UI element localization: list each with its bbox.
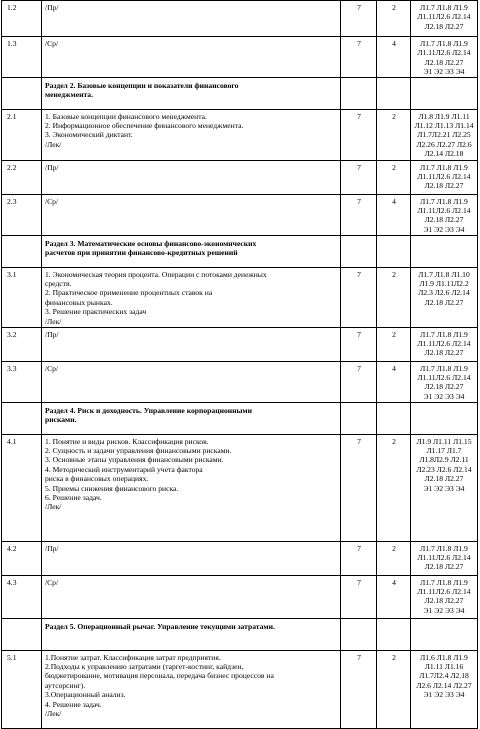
topic-line: 1.Понятие затрат. Классификация затрат предприятия. (45, 652, 221, 662)
topic-line: /Пр/ (45, 162, 59, 172)
section-title-line: Раздел 4. Риск и доходность. Управление корпорационными (45, 405, 252, 415)
literature-cell (411, 434, 478, 541)
section-title (42, 235, 341, 267)
section-competence-cell (377, 235, 411, 267)
literature-line: Л2.18 Л2.27 (424, 21, 464, 31)
lesson-topic (42, 327, 341, 361)
section-hours-cell (341, 402, 377, 434)
table-row (2, 650, 478, 728)
hours-cell: 2 (377, 109, 411, 160)
literature-line: Л2.23 Л2.6 Л2.14 (416, 464, 472, 474)
topic-line: аутсорсинг). (45, 680, 86, 690)
lesson-topic (42, 1, 341, 37)
literature-line: Э1 Э2 Э3 Э4 (423, 224, 465, 234)
lesson-number: 1.3 (2, 37, 42, 78)
section-num-cell (2, 77, 42, 109)
lesson-topic (42, 361, 341, 402)
topic-line: /Ср/ (45, 39, 59, 48)
literature-cell (411, 1, 478, 37)
topic-line: 2. Информационное обеспечение финансового менеджмента. (45, 121, 244, 131)
section-title-line: Раздел 2. Базовые концепции и показатели финансового (45, 80, 239, 90)
literature-line: Л2.18 Л2.27 (424, 181, 464, 191)
table-row (2, 575, 478, 618)
topic-line: 2.Подходы к управлению затратами (таргет-костинг, кайдзен, (45, 662, 244, 672)
topic-line: 1. Экономическая теория процента. Операции с потоками денежных (45, 269, 267, 279)
literature-line: Л2.18 Л2.27 (424, 382, 464, 392)
table-row (2, 1, 478, 37)
literature-cell (411, 327, 478, 361)
semester-cell: 7 (341, 160, 377, 194)
literature-line: Л2.6 Л2.14 Л2.27 (416, 680, 472, 690)
section-title-line: Раздел 5. Операционный рычаг. Управление текущими затратами. (45, 621, 275, 631)
table-row (2, 361, 478, 402)
section-title-line: рисками. (45, 415, 77, 425)
literature-cell (411, 160, 478, 194)
topic-line: /Ср/ (45, 196, 59, 206)
literature-cell (411, 37, 478, 78)
lesson-topic (42, 37, 341, 78)
section-row (2, 402, 478, 434)
literature-line: Л1.7 Л1.8 Л1.9 (420, 196, 468, 206)
literature-line: Л2.3 Л2.6 Л2.14 (418, 288, 470, 298)
literature-line: Л1.11Л2.6 Л2.14 (417, 206, 471, 216)
semester-cell: 7 (341, 541, 377, 575)
literature-line: Л2.18 Л2.27 (424, 297, 464, 307)
topic-line: риска в финансовых операциях. (45, 474, 149, 484)
section-title-line: Раздел 3. Математические основы финансово-экономических (45, 238, 257, 248)
table-row (2, 194, 478, 235)
topic-line: /Лек/ (45, 316, 62, 326)
literature-line: Л1.11Л2.6 Л2.14 (417, 12, 471, 22)
topic-line: 3.Операционный анализ. (45, 690, 126, 700)
topic-line: /Лек/ (45, 502, 62, 512)
literature-line: Л1.7 Л1.8 Л1.9 (420, 3, 468, 12)
literature-line: Л2.18 Л2.27 (424, 215, 464, 225)
section-title-line: расчетов при принятии финансово-кредитных решений (45, 248, 238, 258)
hours-cell: 2 (377, 541, 411, 575)
hours-cell: 2 (377, 160, 411, 194)
semester-cell: 7 (341, 575, 377, 618)
semester-cell: 7 (341, 650, 377, 728)
topic-line: /Лек/ (45, 709, 62, 719)
table-row (2, 434, 478, 541)
table-row (2, 109, 478, 160)
table-row (2, 160, 478, 194)
topic-line: /Ср/ (45, 577, 59, 587)
semester-cell: 7 (341, 37, 377, 78)
topic-line: 3. Экономический диктант. (45, 130, 133, 140)
hours-cell: 4 (377, 37, 411, 78)
literature-line: Л2.18 Л2.27 (424, 348, 464, 358)
literature-line: Л1.7Л2.21 Л2.25 (417, 130, 471, 140)
table-row (2, 327, 478, 361)
literature-line: Э1 Э2 Э3 Э4 (423, 483, 465, 493)
topic-line: 5. Приемы снижения финансового риска. (45, 483, 179, 493)
literature-cell (411, 194, 478, 235)
lesson-topic (42, 575, 341, 618)
lesson-topic (42, 160, 341, 194)
section-hours-cell (341, 77, 377, 109)
lesson-topic (42, 650, 341, 728)
lesson-topic (42, 434, 341, 541)
hours-cell: 4 (377, 194, 411, 235)
lesson-topic (42, 267, 341, 327)
literature-line: Л1.11Л2.6 Л2.14 (417, 587, 471, 597)
literature-line: Л1.11Л2.6 Л2.14 (417, 373, 471, 383)
literature-cell (411, 650, 478, 728)
literature-line: Л1.11Л2.6 Л2.14 (417, 48, 471, 58)
semester-cell: 7 (341, 109, 377, 160)
section-competence-cell (377, 402, 411, 434)
topic-line: 3. Основные этапы управления финансовыми рисками. (45, 455, 224, 465)
semester-cell: 7 (341, 361, 377, 402)
literature-line: Л1.7 Л1.8 Л1.9 (420, 162, 468, 172)
literature-line: Л1.7 Л1.8 Л1.9 (420, 329, 468, 339)
literature-line: Э1 Э2 Э3 Э4 (423, 391, 465, 401)
semester-cell: 7 (341, 434, 377, 541)
section-row (2, 235, 478, 267)
lesson-number: 4.3 (2, 575, 42, 618)
topic-line: 4. Решение задач. (45, 699, 102, 709)
section-row (2, 618, 478, 650)
literature-line: Л1.7Л2.4 Л2.18 (419, 671, 469, 681)
topic-line: 1. Понятие и виды рисков. Классификация рисков. (45, 436, 209, 446)
literature-line: Л1.7 Л1.8 Л1.9 (420, 39, 468, 48)
lesson-number: 3.1 (2, 267, 42, 327)
topic-line: финансовых рынках. (45, 297, 113, 307)
literature-line: Л1.11Л2.6 Л2.14 (417, 172, 471, 182)
literature-line: Л1.17 Л1.7 (426, 446, 462, 456)
section-literature-cell (411, 235, 478, 267)
section-hours-cell (341, 235, 377, 267)
literature-line: Л1.8Л2.9 Л2.11 (419, 455, 469, 465)
literature-line: Л2.26 Л2.27 Л2.6 (416, 139, 472, 149)
lesson-number: 3.3 (2, 361, 42, 402)
lesson-number: 2.1 (2, 109, 42, 160)
literature-line: Л1.9 Л1.11Л2.2 (419, 279, 469, 289)
lesson-number: 4.2 (2, 541, 42, 575)
topic-line: бюджетирование, мотивация персонала, передача бизнес процессов на (45, 671, 274, 681)
hours-cell: 4 (377, 575, 411, 618)
literature-cell (411, 109, 478, 160)
semester-cell: 7 (341, 194, 377, 235)
hours-cell: 4 (377, 361, 411, 402)
section-num-cell (2, 618, 42, 650)
semester-cell: 7 (341, 327, 377, 361)
topic-line: /Пр/ (45, 3, 59, 12)
literature-cell (411, 361, 478, 402)
literature-line: Л1.7 Л1.8 Л1.9 (420, 363, 468, 373)
section-competence-cell (377, 77, 411, 109)
section-title (42, 618, 341, 650)
lesson-number: 1.2 (2, 1, 42, 37)
literature-line: Л1.11Л2.6 Л2.14 (417, 339, 471, 349)
lesson-topic (42, 194, 341, 235)
literature-line: Л1.12 Л1.13 Л1.14 (414, 121, 474, 131)
section-title (42, 77, 341, 109)
literature-line: Э1 Э2 Э3 Э4 (423, 67, 465, 77)
literature-line: Л1.7 Л1.8 Л1.9 (420, 543, 468, 553)
hours-cell: 2 (377, 1, 411, 37)
table-row (2, 541, 478, 575)
section-literature-cell (411, 402, 478, 434)
curriculum-table (1, 0, 478, 729)
literature-cell (411, 575, 478, 618)
section-competence-cell (377, 618, 411, 650)
lesson-number: 2.3 (2, 194, 42, 235)
literature-line: Л1.7 Л1.8 Л1.9 (420, 577, 468, 587)
section-title (42, 402, 341, 434)
topic-line: 1. Базовые концепции финансового менеджмента. (45, 111, 207, 121)
lesson-number: 5.1 (2, 650, 42, 728)
section-hours-cell (341, 618, 377, 650)
topic-line: средств. (45, 279, 72, 289)
literature-line: Л1.11Л2.6 Л2.14 (417, 553, 471, 563)
table-row (2, 37, 478, 78)
literature-line: Л1.7 Л1.8 Л1.10 (418, 269, 470, 279)
literature-line: Л1.6 Л1.8 Л1.9 (420, 652, 468, 662)
table-row (2, 267, 478, 327)
literature-line: Л2.18 Л2.27 (424, 596, 464, 606)
lesson-topic (42, 109, 341, 160)
literature-line: Л1.11 Л1.16 (424, 662, 464, 672)
topic-line: 3. Решение практических задач (45, 307, 147, 317)
semester-cell: 7 (341, 267, 377, 327)
lesson-number: 3.2 (2, 327, 42, 361)
section-num-cell (2, 235, 42, 267)
topic-line: 2. Сущность и задачи управления финансовыми рисками. (45, 446, 232, 456)
literature-cell (411, 541, 478, 575)
section-row (2, 77, 478, 109)
lesson-number: 2.2 (2, 160, 42, 194)
lesson-topic (42, 541, 341, 575)
literature-line: Э1 Э2 Э3 Э4 (423, 690, 465, 700)
table-body (2, 1, 478, 729)
section-literature-cell (411, 618, 478, 650)
topic-line: /Ср/ (45, 363, 59, 373)
hours-cell: 2 (377, 434, 411, 541)
topic-line: 2. Практическое применение процентных ставок на (45, 288, 213, 298)
literature-line: Л2.18 Л2.27 (424, 57, 464, 67)
topic-line: 4. Методический инструментарий учета фактора (45, 464, 203, 474)
hours-cell: 2 (377, 650, 411, 728)
topic-line: /Лек/ (45, 139, 62, 149)
literature-line: Э1 Э2 Э3 Э4 (423, 605, 465, 615)
literature-line: Л2.18 Л2.27 (424, 474, 464, 484)
section-literature-cell (411, 77, 478, 109)
literature-cell (411, 267, 478, 327)
topic-line: 6. Решение задач. (45, 493, 102, 503)
literature-line: Л1.8 Л1.9 Л1.11 (418, 111, 470, 121)
topic-line: /Пр/ (45, 329, 59, 339)
topic-line: /Пр/ (45, 543, 59, 553)
semester-cell: 7 (341, 1, 377, 37)
hours-cell: 2 (377, 267, 411, 327)
hours-cell: 2 (377, 327, 411, 361)
literature-line: Л1.9 Л1.11 Л1.15 (416, 436, 472, 446)
lesson-number: 4.1 (2, 434, 42, 541)
section-num-cell (2, 402, 42, 434)
section-title-line: менеджмента. (45, 90, 93, 100)
literature-line: Л2.18 Л2.27 (424, 562, 464, 572)
literature-line: Л2.14 Л2.18 (424, 149, 464, 159)
